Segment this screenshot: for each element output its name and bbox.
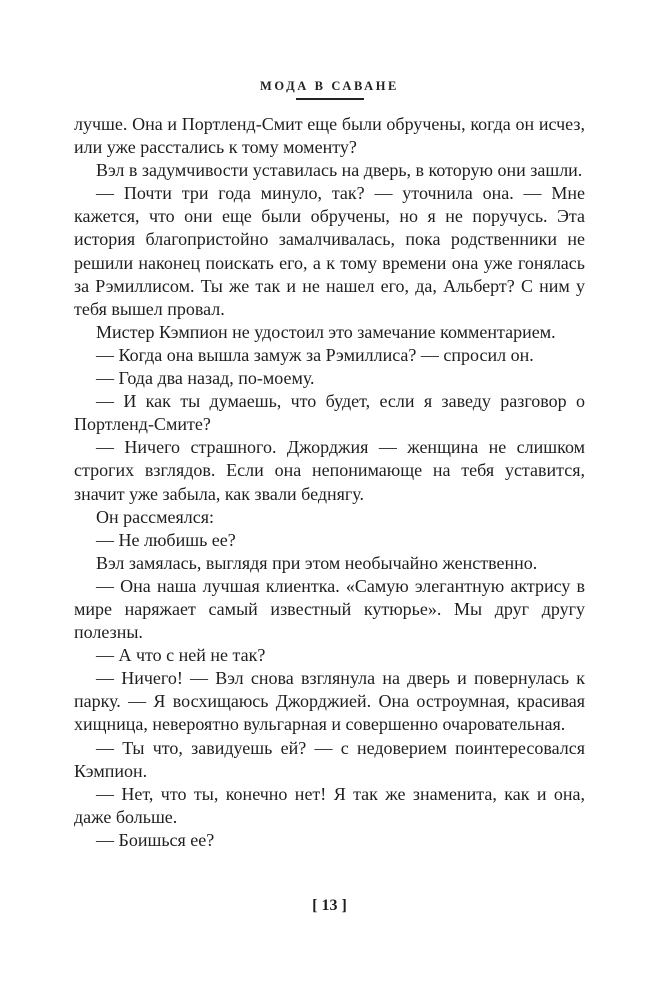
paragraph: Он рассмеялся: (96, 506, 215, 527)
paragraph: — Ничего! — Вэл снова взглянула на дверь и повернулась к парку. — Я восхищаюсь Джорджией. Она остроумная, красивая хищница, невероятно вульгарная и совершенно очаровательная. (74, 668, 585, 735)
paragraph: Мистер Кэмпион не удостоил это замечание комментарием. (96, 321, 556, 342)
paragraph: — Когда она вышла замуж за Рэмиллиса? — спросил он. (96, 344, 534, 365)
paragraph: — Не любишь ее? (96, 529, 236, 550)
running-title: МОДА В САВАНЕ (260, 79, 399, 93)
header-rule (296, 98, 364, 100)
paragraph: Вэл замялась, выглядя при этом необычайно женственно. (96, 552, 538, 573)
paragraph: — Года два назад, по-моему. (96, 368, 315, 389)
paragraph: лучше. Она и Портленд-Смит еще были обручены, когда он исчез, или уже расстались к тому моменту? (74, 114, 585, 158)
body-text (74, 113, 585, 852)
page-number: [ 13 ] (312, 897, 347, 914)
paragraph: Вэл в задумчивости уставилась на дверь, в которую они зашли. (96, 160, 583, 181)
paragraph: — Боишься ее? (96, 829, 215, 850)
paragraph: — Ты что, завидуешь ей? — с недоверием поинтересовался Кэмпион. (74, 737, 585, 781)
paragraph: — А что с ней не так? (96, 645, 266, 666)
paragraph: — И как ты думаешь, что будет, если я заведу разговор о Портленд-Смите? (74, 391, 585, 435)
paragraph: — Ничего страшного. Джорджия — женщина не слишком строгих взглядов. Если она непонимающе на тебя уставится, значит уже забыла, как звали беднягу. (74, 437, 585, 504)
paragraph: — Почти три года минуло, так? — уточнила она. — Мне кажется, что они еще были обручены, но я не поручусь. Эта история благопристойно замалчивалась, пока родственники не решили наконец поискать его, а к тому времени она уже гонялась за Рэмиллисом. Ты же так и не нашел его, да, Альберт? С ним у тебя вышел провал. (74, 183, 585, 319)
paragraph: — Она наша лучшая клиентка. «Самую элегантную актрису в мире наряжает самый известный кутюрье». Мы друг другу полезны. (74, 575, 585, 643)
paragraph: — Нет, что ты, конечно нет! Я так же знаменита, как и она, даже больше. (74, 783, 585, 827)
